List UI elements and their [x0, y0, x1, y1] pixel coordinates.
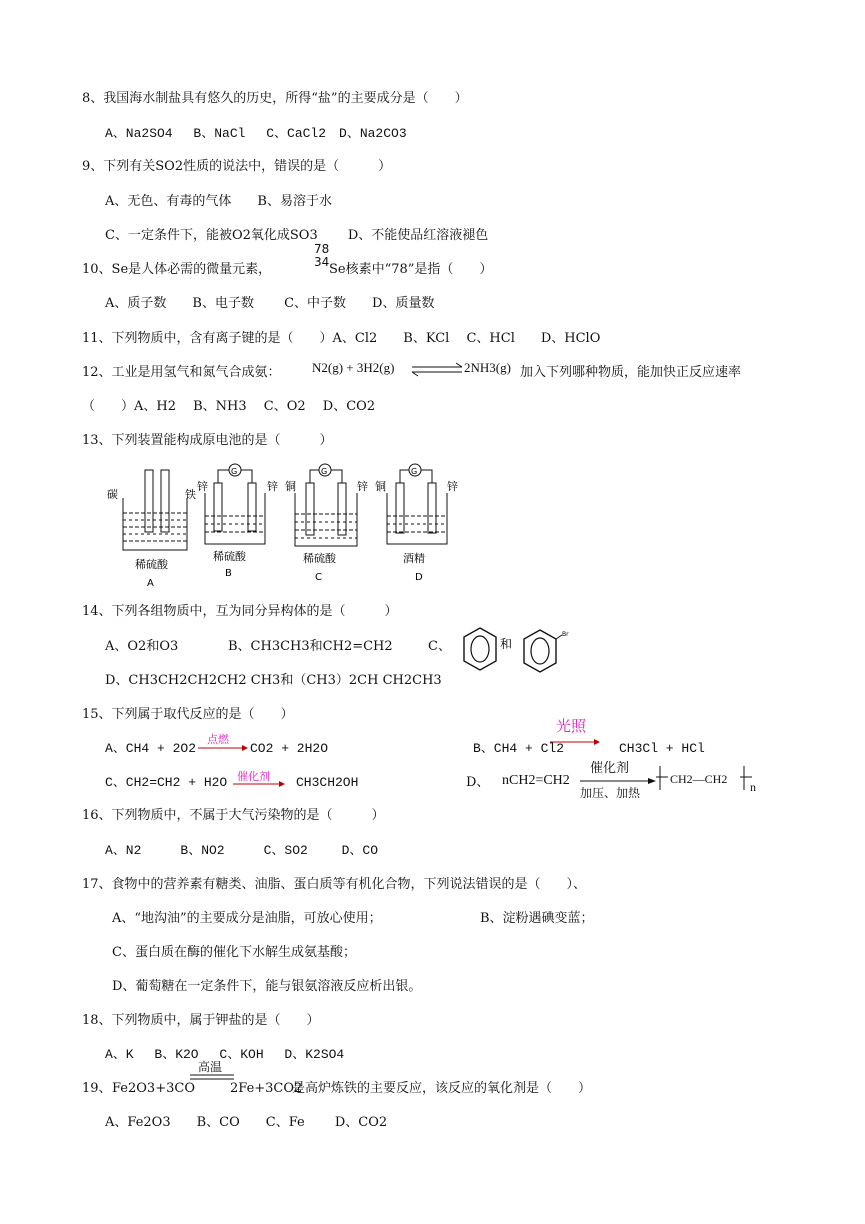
q19-eq-right: 2Fe+3CO2	[230, 1081, 303, 1096]
cell-b-letter: B	[225, 568, 232, 579]
q13-stem: 13、下列装置能构成原电池的是（ ）	[82, 433, 333, 448]
cell-c-right-electrode-label: 锌	[357, 480, 368, 493]
q14-stem: 14、下列各组物质中，互为同分异构体的是（ ）	[82, 604, 398, 619]
cell-a	[107, 470, 196, 589]
q8-options: A、Na2SO4 B、NaCl C、CaCl2 D、Na2CO3	[105, 126, 407, 141]
q15-c-left: C、CH2=CH2 + H2O	[105, 775, 228, 790]
benzene-structures	[462, 626, 572, 676]
q15-a-left: A、CH4 + 2O2	[105, 741, 197, 756]
benzene-ring-icon	[464, 628, 496, 670]
q15-d-polymer: CH2—CH2	[670, 772, 728, 786]
cell-b-right-electrode-label: 锌	[267, 480, 278, 493]
galvanic-cells-diagram	[105, 458, 475, 590]
q15-c-arrow-icon	[233, 780, 285, 788]
cell-d-solution-label: 酒精	[403, 552, 425, 565]
cell-b-left-electrode-label: 锌	[197, 480, 208, 493]
q15-a-right: CO2 + 2H2O	[250, 741, 329, 756]
q16-stem: 16、下列物质中，不属于大气污染物的是（ ）	[82, 808, 385, 823]
q10-options: A、质子数 B、电子数 C、中子数 D、质量数	[105, 296, 435, 311]
q17-stem: 17、食物中的营养素有糖类、油脂、蛋白质等有机化合物，下列说法错误的是（ ）、	[82, 877, 587, 892]
q12-options: （ ）A、H2 B、NH3 C、O2 D、CO2	[82, 399, 376, 414]
q11-stem: 11、下列物质中，含有离子键的是（ ）A、Cl2 B、KCl C、HCl D、HClO	[82, 331, 601, 346]
q14-option-c: C、	[428, 639, 451, 654]
cell-a-solution-label: 稀硫酸	[135, 558, 168, 571]
q9-options-ab: A、无色、有毒的气体 B、易溶于水	[105, 194, 332, 209]
q15-b-left: B、CH4 + Cl2	[473, 741, 565, 756]
q9-stem: 9、下列有关SO2性质的说法中，错误的是（ ）	[82, 159, 392, 174]
q14-and-word: 和	[500, 637, 513, 651]
q19-number: 19、	[82, 1081, 112, 1096]
cell-c-solution-label: 稀硫酸	[303, 552, 336, 565]
cell-a-letter: A	[147, 578, 154, 589]
q14-option-d: D、CH3CH2CH2CH2 CH3和（CH3）2CH CH2CH3	[105, 673, 442, 688]
q10-stem-post: Se核素中“78”是指（ ）	[329, 262, 493, 277]
q10-mass-number: 78	[314, 242, 330, 256]
q8-stem: 8、我国海水制盐具有悠久的历史，所得“盐”的主要成分是（ ）	[82, 91, 468, 106]
q15-d-n: n	[750, 780, 756, 794]
cell-d-left-electrode-label: 铜	[375, 480, 386, 493]
q10-stem	[82, 261, 271, 279]
q15-d-condition-top: 催化剂	[590, 761, 630, 776]
q19-condition: 高温	[198, 1060, 223, 1074]
q17-option-c: C、蛋白质在酶的催化下水解生成氨基酸；	[112, 945, 356, 960]
q12-eq-right: 2NH3(g)	[464, 360, 511, 375]
q15-c-right: CH3CH2OH	[296, 775, 359, 790]
q18-options: A、K B、K2O C、KOH D、K2SO4	[105, 1047, 345, 1062]
q15-a-condition: 点燃	[207, 733, 229, 746]
q19-stem-post: 是高炉炼铁的主要反应，该反应的氧化剂是（ ）	[292, 1081, 592, 1096]
cell-d	[375, 464, 458, 583]
q14-option-a: A、O2和O3	[105, 639, 179, 654]
bromobenzene-ring-icon	[524, 630, 562, 672]
q14-br-label: Br	[562, 631, 569, 638]
q16-options: A、N2 B、NO2 C、SO2 D、CO	[105, 843, 379, 858]
cell-b-solution-label: 稀硫酸	[213, 550, 246, 563]
q12-eq-left: N2(g) + 3H2(g)	[312, 360, 395, 375]
q19-eq-left: Fe2O3+3CO	[112, 1081, 195, 1096]
q12-stem-post: 加入下列哪种物质，能加快正反应速率	[520, 365, 742, 380]
cell-c-left-electrode-label: 铜	[285, 480, 296, 493]
cell-c-meter-label: G	[321, 467, 328, 476]
cell-b	[197, 464, 278, 579]
q17-option-d: D、葡萄糖在一定条件下，能与银氨溶液反应析出银。	[112, 979, 422, 994]
q10-atomic-number: 34	[314, 255, 330, 269]
q15-d-left: nCH2=CH2	[502, 773, 570, 788]
q15-d-label: D、	[466, 775, 490, 790]
q15-b-right: CH3Cl + HCl	[619, 741, 705, 756]
cell-d-right-electrode-label: 锌	[447, 480, 458, 493]
q9-options-cd: C、一定条件下，能被O2氧化成SO3 D、不能使品红溶液褪色	[105, 228, 489, 243]
cell-c-letter: C	[315, 572, 322, 583]
cell-d-letter: D	[415, 572, 423, 583]
q15-b-condition: 光照	[556, 717, 587, 735]
cell-a-right-electrode-label: 铁	[185, 488, 196, 501]
cell-a-left-electrode-label: 碳	[107, 488, 118, 501]
q10-stem-pre: 10、Se是人体必需的微量元素，	[82, 262, 272, 277]
q18-stem: 18、下列物质中，属于钾盐的是（ ）	[82, 1013, 320, 1028]
equilibrium-arrow-icon	[410, 362, 464, 378]
q15-d-condition-bottom: 加压、加热	[580, 786, 641, 800]
q17-option-a: A、“地沟油”的主要成分是油脂，可放心使用；	[112, 911, 382, 926]
q12-stem-pre: 12、工业是用氢气和氮气合成氨：	[82, 365, 281, 380]
q15-c-condition: 催化剂	[237, 770, 270, 783]
cell-c	[285, 464, 368, 583]
q15-a-arrow-icon	[198, 744, 248, 752]
cell-b-meter-label: G	[231, 467, 238, 476]
q19-equals-sign	[190, 1074, 234, 1080]
q17-option-b: B、淀粉遇碘变蓝；	[480, 911, 594, 926]
q14-option-b: B、CH3CH3和CH2=CH2	[228, 639, 393, 654]
q19-options: A、Fe2O3 B、CO C、Fe D、CO2	[105, 1115, 388, 1130]
q15-stem: 15、下列属于取代反应的是（ ）	[82, 707, 294, 722]
cell-d-meter-label: G	[411, 467, 418, 476]
q15-b-arrow-icon	[550, 738, 600, 746]
